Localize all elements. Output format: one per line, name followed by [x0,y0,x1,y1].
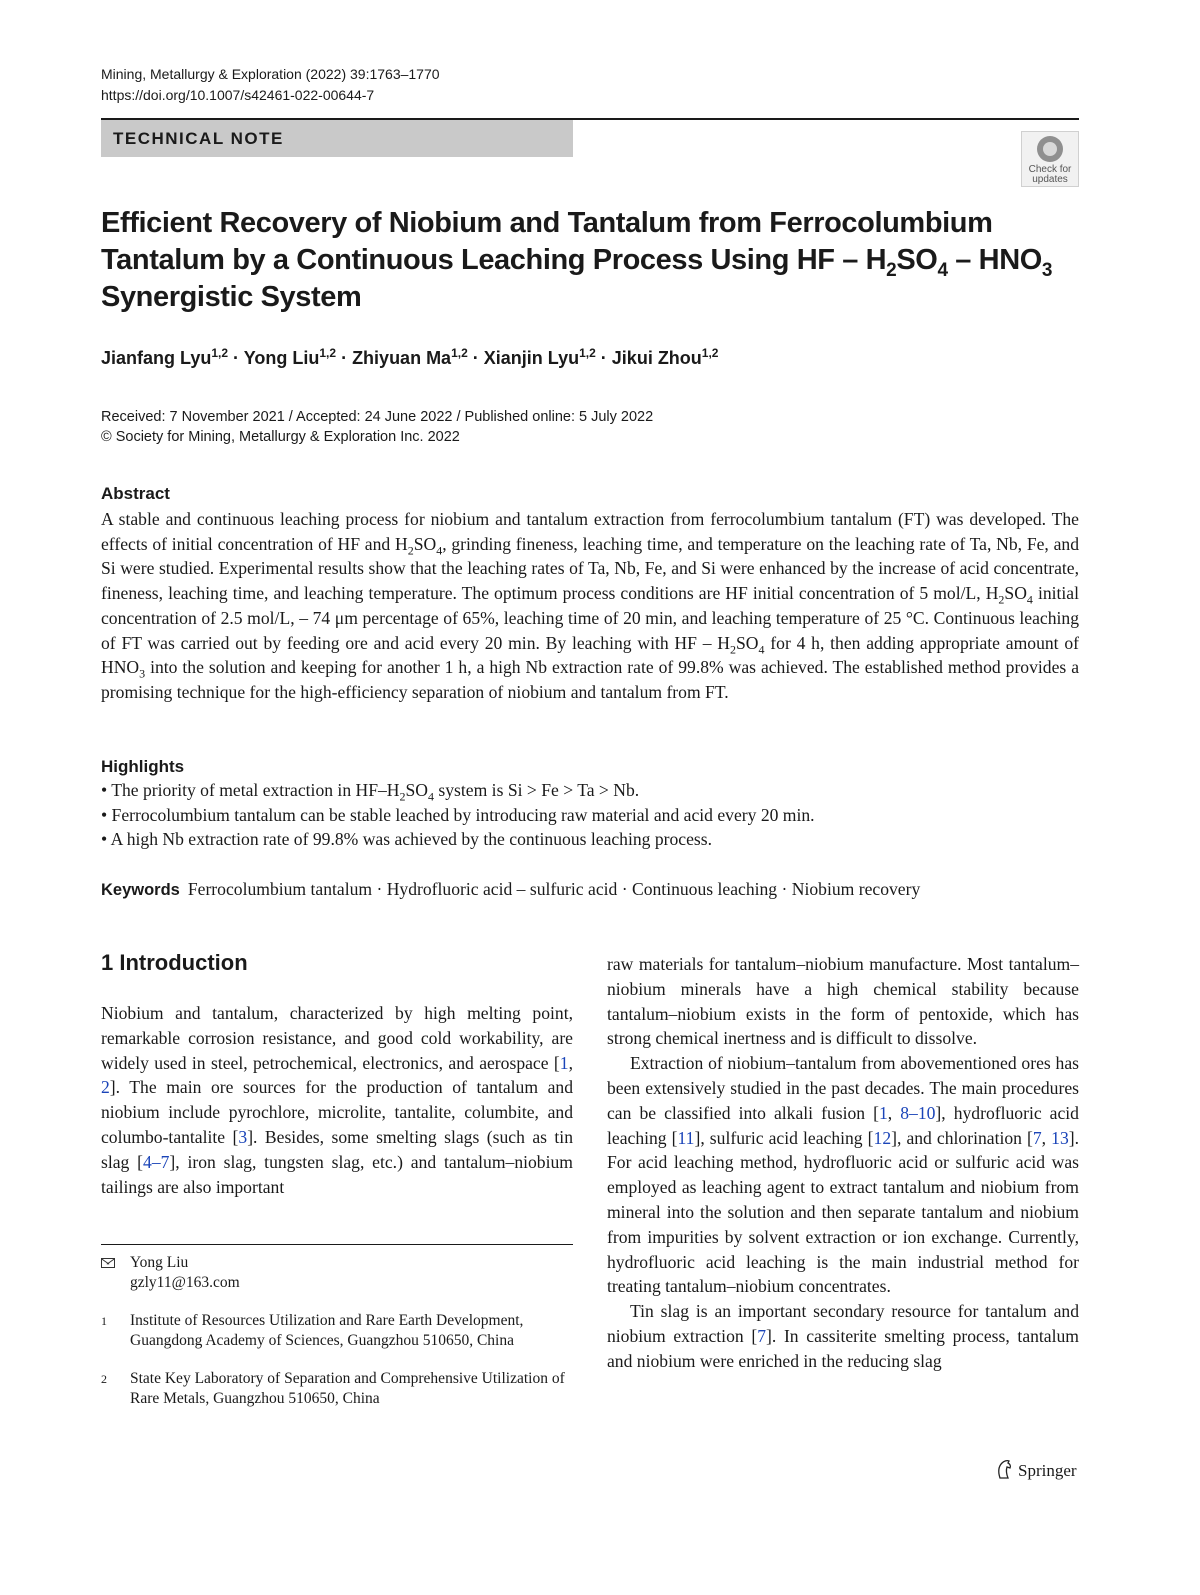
citation-link[interactable]: 8–10 [900,1102,936,1123]
highlight-item: • A high Nb extraction rate of 99.8% was achieved by the continuous leaching process. [101,829,713,850]
contact-name: Yong Liu [130,1254,189,1271]
left-column [101,1001,573,1199]
author-name[interactable]: Jikui Zhou [611,348,702,368]
text-run: Extraction of niobium–tantalum from abovementioned ores has been extensively studied in the past decades. The main procedures can be classified into alkali fusion [ [607,1053,1079,1123]
subscript: 4 [428,789,435,804]
contact-email[interactable]: gzly11@163.com [130,1274,240,1291]
citation-link[interactable]: 2 [101,1077,110,1098]
text-run: ], sulfuric acid leaching [ [694,1127,874,1148]
highlights-list [101,778,1079,852]
publisher-logo [994,1458,1077,1483]
check-updates-label-2: updates [1032,174,1068,185]
doi-link[interactable]: https://doi.org/10.1007/s42461-022-00644-7 [101,87,375,103]
text-run: ], and chlorination [ [891,1127,1033,1148]
author-name[interactable]: Jianfang Lyu [101,348,212,368]
keywords-text: Ferrocolumbium tantalum · Hydrofluoric acid – sulfuric acid · Continuous leaching · Niobium recovery [187,879,921,899]
footnotes [101,1253,573,1427]
text-run: , [568,1052,573,1073]
keywords-heading: Keywords [101,881,180,899]
check-updates-icon [1037,136,1063,162]
body-paragraph: raw materials for tantalum–niobium manufacture. Most tantalum–niobium minerals have a high chemical stability because tantalum–niobium exists in the form of pentoxide, which has strong chemical inertness and is difficult to dissolve. [607,954,1079,1049]
title-text: Tantalum by a Continuous Leaching Process Using HF – H [101,244,887,276]
title-line-2 [101,242,1101,279]
text-run: , [887,1102,901,1123]
abstract-text [101,507,1079,705]
title-subscript: 2 [886,259,897,281]
publication-dates [101,407,653,447]
title-subscript: 4 [937,259,948,281]
footnote-rule [101,1244,573,1245]
citation-link[interactable]: 4–7 [143,1151,170,1172]
paper-title [101,205,1101,316]
title-line-1: Efficient Recovery of Niobium and Tantalum from Ferrocolumbium [101,207,993,239]
highlight-run: system is Si > Fe > Ta > Nb. [434,780,640,800]
highlight-run: SO [405,780,429,800]
title-line-3: Synergistic System [101,281,362,313]
body-paragraph [607,1299,1079,1373]
subscript: 2 [407,543,414,558]
subscript: 2 [998,592,1005,607]
citation-link[interactable]: 7 [1032,1127,1042,1148]
abstract-heading: Abstract [101,484,170,503]
text-run: ], hydrofluoric acid leaching [ [607,1102,1079,1148]
subscript: 4 [758,642,765,657]
springer-horse-icon [994,1458,1014,1480]
text-run: ]. In cassiterite smelting process, tantalum and niobium were enriched in the reducing slag [607,1325,1079,1371]
abstract-run: initial concentration of 2.5 mol/L, – 74 μm percentage of 65%, leaching time of 20 min, and leaching temperature of 25 °C. Continuous leaching of FT was carried out by feeding ore and acid every 20 min. By leaching with HF – H [101,583,1079,653]
citation-link[interactable]: 1 [559,1052,569,1073]
corresponding-author [101,1253,573,1293]
text-run: Tin slag is an important secondary resource for tantalum and niobium extraction [ [607,1301,1079,1346]
section-heading-introduction: 1 Introduction [101,950,248,975]
abstract-run: SO [413,533,437,554]
author-name[interactable]: Zhiyuan Ma [352,348,452,368]
highlights-heading: Highlights [101,757,185,776]
citation-link[interactable]: 12 [873,1127,892,1148]
section-label: TECHNICAL NOTE [101,120,573,157]
citation-link[interactable]: 3 [238,1126,248,1147]
text-run: Niobium and tantalum, characterized by high melting point, remarkable corrosion resistance, and good cold workability, are widely used in steel, petrochemical, electronics, and aerospace [ [101,1003,573,1073]
abstract-run: into the solution and keeping for another 1 h, a high Nb extraction rate of 99.8% was achieved. The established method provides a promising technique for the high-efficiency separation of niobium and tantalum from FT. [101,657,1079,702]
affiliation-text: Institute of Resources Utilization and Rare Earth Development, Guangdong Academy of Sciences, Guangzhou 510650, China [130,1312,524,1349]
subscript: 4 [1026,592,1033,607]
check-updates-label-1: Check for [1028,164,1072,175]
envelope-icon [101,1258,115,1268]
text-run: ]. Besides, some smelting slags (such as tin slag [ [101,1126,573,1172]
affiliation-2 [101,1369,573,1409]
abstract-run: , grinding fineness, leaching time, and temperature on the leaching rate of Ta, Nb, Fe, and Si were studied. Experimental results show that the leaching rates of Ta, Nb, Fe, and Si were enhanced by the increase of acid concentrate, fineness, leaching time, and leaching temperature. The optimum process conditions are HF initial concentration of 5 mol/L, H [101,533,1079,604]
subscript: 4 [436,543,443,558]
author-list: Jianfang Lyu$^{1,2}$ · Yong Liu$^{1,2}$ · Zhiyuan Ma$^{1,2}$ · Xianjin Lyu$^{1,2}$ · Jikui Zhou$^{1,2}$ [101,346,719,368]
body-paragraph [607,1051,1079,1299]
publisher-name: Springer [1018,1461,1077,1480]
author-affiliation: 1,2 [451,346,468,360]
title-subscript: 3 [1041,259,1053,281]
journal-citation: Mining, Metallurgy & Exploration (2022) 39:1763–1770 [101,66,440,82]
text-run: , [1041,1127,1052,1148]
affiliation-text: State Key Laboratory of Separation and Comprehensive Utilization of Rare Metals, Guangzhou 510650, China [130,1370,565,1407]
author-name[interactable]: Yong Liu [243,348,320,368]
dates-line: Received: 7 November 2021 / Accepted: 24 June 2022 / Published online: 5 July 2022 [101,409,654,425]
author-name[interactable]: Xianjin Lyu [483,348,580,368]
affiliation-1 [101,1311,573,1351]
abstract-run: SO [736,632,759,653]
abstract-run: A stable and continuous leaching process for niobium and tantalum extraction from ferrocolumbium tantalum (FT) was developed. The effects of initial concentration of HF and H [101,509,1079,554]
highlight-item: • Ferrocolumbium tantalum can be stable leached by introducing raw material and acid every 20 min. [101,804,815,825]
affiliation-marker: 2 [101,1372,107,1386]
copyright-line: © Society for Mining, Metallurgy & Exploration Inc. 2022 [101,429,460,445]
check-for-updates-badge[interactable] [1021,131,1079,187]
highlight-run: • The priority of metal extraction in HF–H [101,780,400,800]
title-text: – HNO [947,244,1042,276]
author-affiliation: 1,2 [319,346,337,360]
text-run: ], iron slag, tungsten slag, etc.) and tantalum–niobium tailings are also important [101,1151,573,1197]
author-affiliation: 1,2 [701,346,719,360]
highlight-item [101,778,1079,803]
author-affiliation: 1,2 [579,346,596,360]
citation-link[interactable]: 11 [677,1127,695,1148]
citation-link[interactable]: 1 [878,1102,888,1123]
citation-link[interactable]: 13 [1051,1127,1069,1148]
subscript: 3 [139,666,146,681]
right-column [607,952,1079,1374]
affiliation-marker: 1 [101,1314,107,1328]
subscript: 2 [730,642,736,657]
text-run: ]. For acid leaching method, hydrofluoric acid or sulfuric acid was employed as leaching agent to extract tantalum and niobium from mineral into the solution and then separate tantalum and niobium from impurities by solvent extraction or ion exchange. Currently, hydrofluoric acid leaching is the main industrial method for treating tantalum–niobium concentrates. [607,1127,1079,1297]
text-run: ]. The main ore sources for the production of tantalum and niobium include pyrochlore, microlite, tantalite, columbite, and columbo-tantalite [ [101,1077,573,1147]
abstract-run: for 4 h, then adding appropriate amount of HNO [101,632,1079,678]
subscript: 2 [399,789,406,804]
title-text: SO [896,244,938,276]
citation-link[interactable]: 7 [757,1325,767,1346]
body-paragraph [101,1001,573,1199]
keywords-line [101,877,920,903]
abstract-run: SO [1004,583,1027,604]
author-affiliation: 1,2 [211,346,229,360]
journal-header [101,64,440,106]
